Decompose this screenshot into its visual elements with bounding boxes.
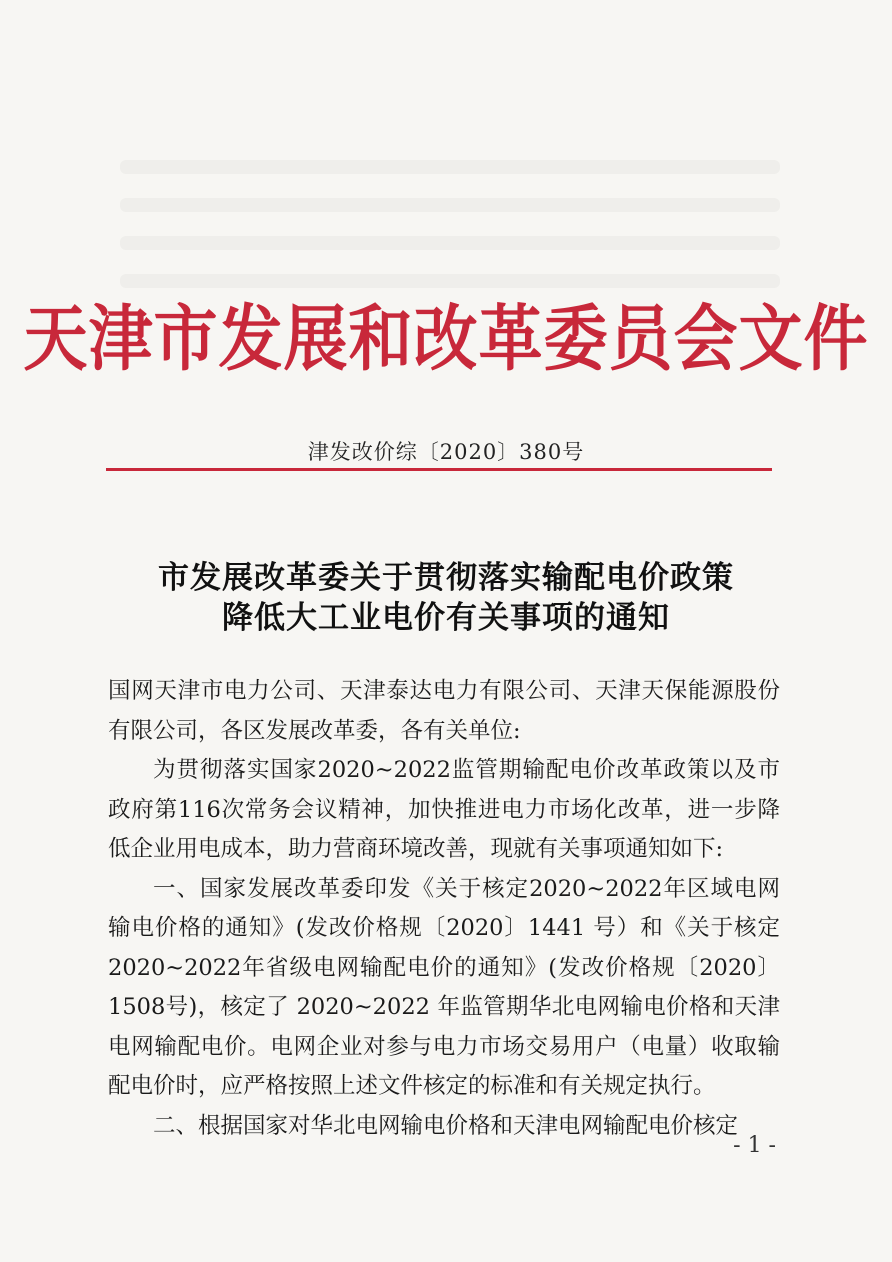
- item-two-paragraph: 二、根据国家对华北电网输电价格和天津电网输配电价核定: [153, 1112, 739, 1139]
- intro-paragraph: 为贯彻落实国家2020~2022监管期输配电价改革政策以及市政府第116次常务会议精神，加快推进电力市场化改革，进一步降低企业用电成本，助力营商环境改善，现就有关事项通知如下:: [108, 757, 780, 862]
- notice-title-line-2: 降低大工业电价有关事项的通知: [222, 600, 670, 636]
- issuer-header-title: 天津市发展和改革委员会文件: [23, 297, 869, 382]
- notice-title-line-1: 市发展改革委关于贯彻落实输配电价政策: [158, 560, 734, 596]
- document-number: 津发改价综〔2020〕380号: [307, 440, 585, 464]
- item-one-paragraph: 一、国家发展改革委印发《关于核定2020~2022年区域电网输电价格的通知》(发改价格规〔2020〕1441 号）和《关于核定2020~2022年省级电网输配电价的通知》(发改价格规〔2020〕1508号)，核定了 2020~2022 年监管期华北电网输电价格和天津电网输配电价。电网企业对参与电力市场交易用户（电量）收取输配电价时，应严格按照上述文件核定的标准和有关规定执行。: [108, 875, 780, 1099]
- bleed-through-mark: [120, 198, 780, 212]
- recipients-paragraph: 国网天津市电力公司、天津泰达电力有限公司、天津天保能源股份有限公司，各区发展改革委，各有关单位:: [108, 678, 780, 744]
- bleed-through-mark: [120, 236, 780, 250]
- bleed-through-mark: [120, 274, 780, 288]
- red-divider-line: [106, 468, 772, 471]
- page-number: - 1 -: [733, 1133, 776, 1158]
- bleed-through-mark: [120, 160, 780, 174]
- notice-title: [0, 558, 892, 638]
- notice-body: [108, 672, 780, 1146]
